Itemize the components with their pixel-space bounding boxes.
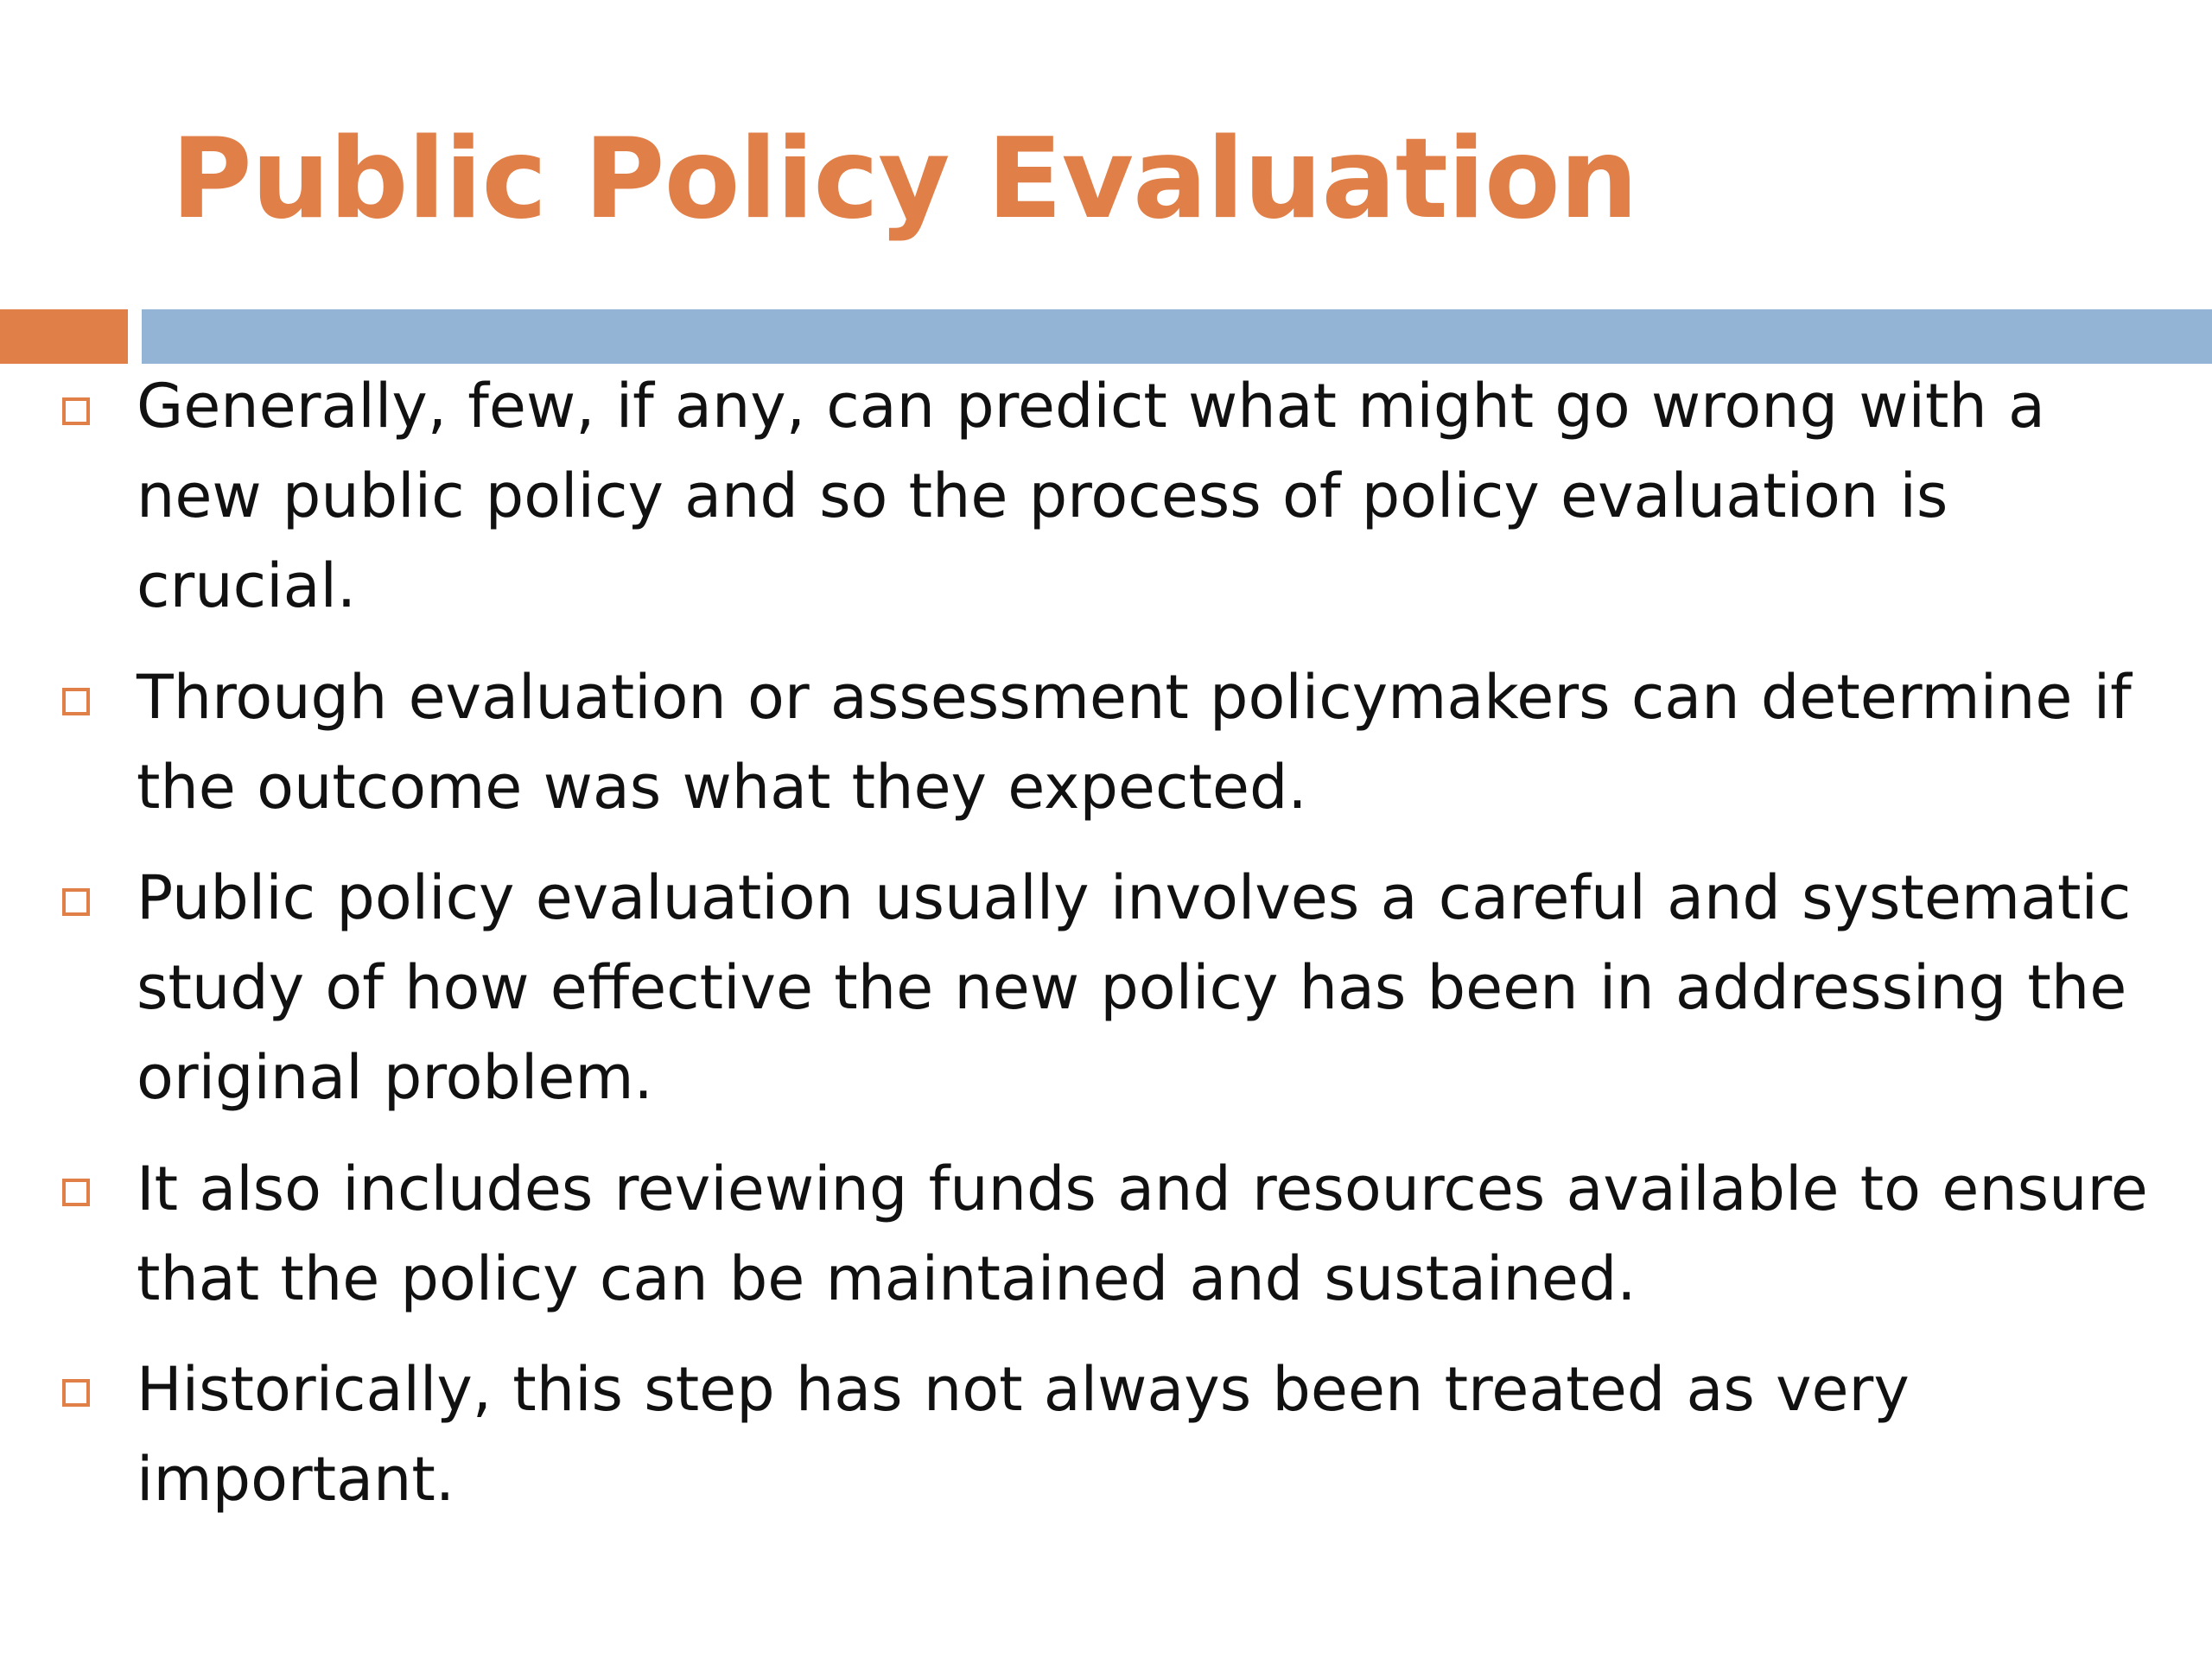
bullet-item: It also includes reviewing funds and resources available to ensure that the policy can be maintained and sustained. <box>137 1154 2148 1314</box>
hollow-square-bullet-icon <box>62 1379 90 1407</box>
hollow-square-bullet-icon <box>62 1179 90 1206</box>
hollow-square-bullet-icon <box>62 397 90 425</box>
slide-title: Public Policy Evaluation <box>171 115 1637 244</box>
bullet-item: Generally, few, if any, can predict what might go wrong with a new public policy and so the process of policy evaluation is crucial. <box>137 371 2045 621</box>
hollow-square-bullet-icon <box>62 888 90 916</box>
bullet-item: Through evaluation or assessment policymakers can determine if the outcome was what they expected. <box>137 662 2132 823</box>
bullet-item: Public policy evaluation usually involves a careful and systematic study of how effective the new policy has been in addressing the original problem. <box>137 862 2132 1113</box>
hollow-square-bullet-icon <box>62 688 90 715</box>
bullet-item: Historically, this step has not always been treated as very important. <box>137 1354 1910 1515</box>
